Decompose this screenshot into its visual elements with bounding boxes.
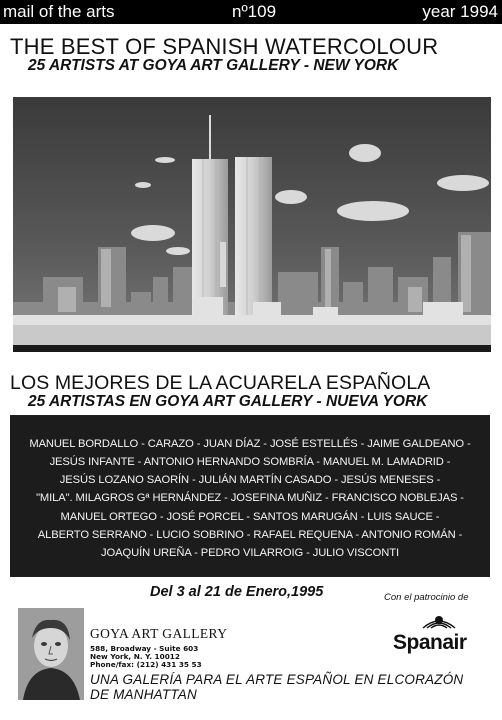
exhibition-dates: Del 3 al 21 de Enero,1995 [150, 584, 324, 600]
magazine-title: mail of the arts [3, 2, 115, 21]
artists-line: JESÚS INFANTE - ANTONIO HERNANDO SOMBRÍA - MANUEL M. LAMADRID - [49, 456, 451, 468]
address-line: Phone/fax: (212) 431 35 53 [90, 660, 202, 670]
artists-line: "MILA". MILAGROS Gª HERNÁNDEZ - JOSEFINA MUÑIZ - FRANCISCO NOBLEJAS - [36, 492, 464, 504]
masthead-bar [0, 0, 502, 24]
headline-spanish: LOS MEJORES DE LA ACUARELA ESPAÑOLA [10, 372, 431, 394]
artists-line: MANUEL BORDALLO - CARAZO - JUAN DÍAZ - JOSÉ ESTELLÉS - JAIME GALDEANO - [29, 438, 471, 450]
artists-line: MANUEL ORTEGO - JOSÉ PORCEL - SANTOS MARUGÁN - LUIS SAUCE - [60, 511, 440, 523]
issue-year: year 1994 [422, 2, 498, 21]
skyline-image [13, 97, 491, 352]
headline-english: THE BEST OF SPANISH WATERCOLOUR [10, 34, 439, 59]
artists-list-box [10, 415, 490, 577]
new-york-skyline-photo [13, 97, 491, 352]
portrait-image [18, 608, 84, 700]
subheadline-english: 25 ARTISTS AT GOYA ART GALLERY - NEW YORK [28, 57, 399, 74]
issue-number: nº109 [232, 2, 277, 21]
artists-line: ALBERTO SERRANO - LUCIO SOBRINO - RAFAEL REQUENA - ANTONIO ROMÁN - [37, 529, 463, 541]
subheadline-spanish: 25 ARTISTAS EN GOYA ART GALLERY - NUEVA YORK [28, 393, 428, 410]
goya-portrait [18, 608, 84, 700]
artists-line: JOAQUÍN UREÑA - PEDRO VILARROIG - JULIO VISCONTI [101, 547, 399, 559]
sponsor-label: Con el patrocinio de [384, 592, 469, 603]
address-line: 588, Broadway - Suite 603 [90, 644, 199, 653]
sponsor-name: Spanair [393, 631, 467, 654]
address-line: New York, N. Y. 10012 [90, 652, 180, 662]
gallery-address [90, 645, 202, 670]
gallery-tagline: UNA GALERÍA PARA EL ARTE ESPAÑOL EN ELCORAZÓN DE MANHATTAN [90, 672, 464, 702]
artists-line: JESÚS LOZANO SAORÍN - JULIÁN MARTÍN CASADO - JESÚS MENESES - [59, 474, 441, 486]
gallery-name: GOYA ART GALLERY [90, 626, 228, 641]
